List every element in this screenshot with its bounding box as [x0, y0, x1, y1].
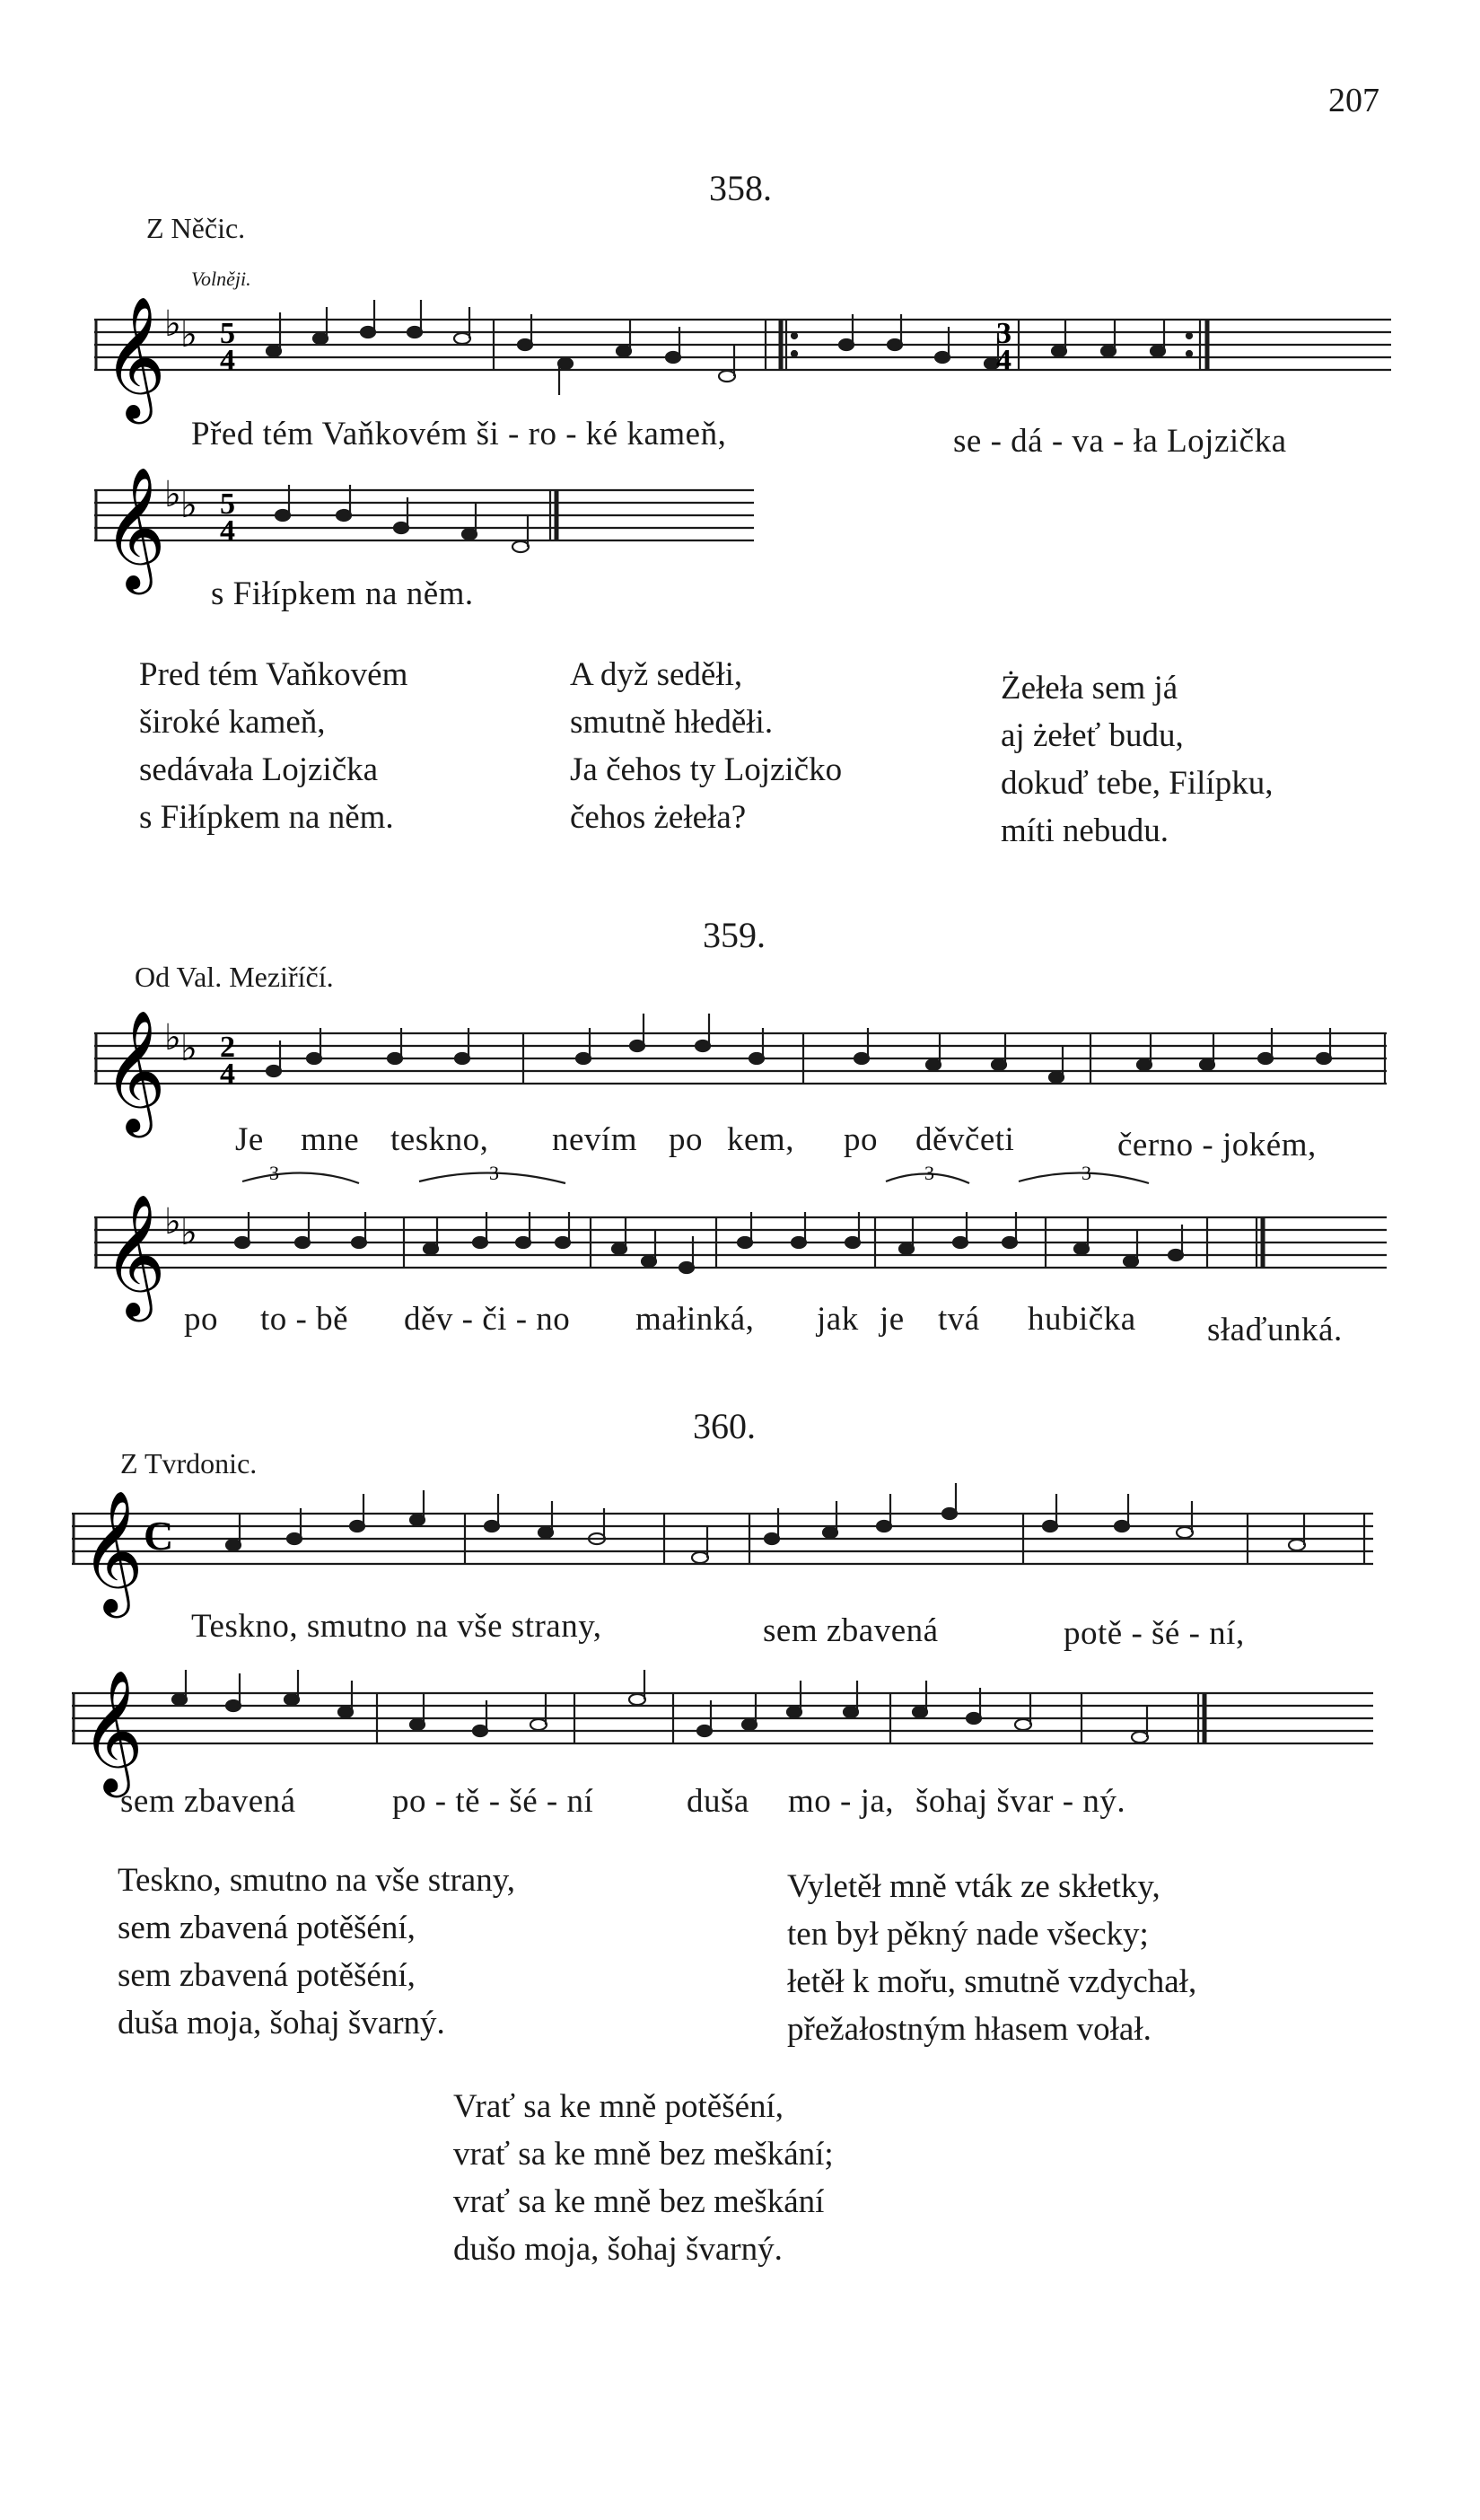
note [738, 1237, 752, 1248]
lyric-word: tvá [938, 1301, 980, 1338]
note [844, 1707, 858, 1717]
note [516, 1237, 530, 1248]
treble-clef-icon: 𝄞 [103, 294, 166, 418]
lyrics-line: s Fiłípkem na něm. [211, 575, 474, 612]
flat-icon: ♭ [164, 1201, 181, 1242]
verse-stanza: Vrať sa ke mně potěšéní, vrať sa ke mně bez meškání; vrať sa ke mně bez meškání dušo moja, šohaj švarný. [453, 2088, 834, 2268]
treble-clef-icon: 𝄞 [103, 465, 166, 589]
lyric-word: małinká, [635, 1301, 755, 1338]
lyric-word: nevím [552, 1121, 637, 1158]
note [556, 1237, 570, 1248]
song-origin: Od Val. Meziříčí. [135, 961, 334, 993]
lyric-word: děvčeti [915, 1121, 1015, 1158]
note-half [512, 541, 529, 552]
lyric-word: po [844, 1121, 878, 1158]
lyric-word: černo - jokém, [1117, 1127, 1317, 1163]
slur-mark [242, 1172, 359, 1183]
note [967, 1713, 981, 1724]
time-signature-bottom: 4 [220, 344, 235, 377]
note [612, 1243, 626, 1254]
note [576, 1053, 591, 1064]
music-staff [72, 1668, 1391, 1792]
note [839, 339, 854, 350]
flat-icon: ♭ [180, 314, 197, 356]
note [935, 352, 950, 363]
flat-icon: ♭ [164, 303, 181, 345]
note-half [692, 1552, 708, 1563]
lyric-word: je [880, 1301, 905, 1338]
note [1115, 1521, 1129, 1532]
verse-stanza: Żełeła sem já aj żełeť budu, dokuď tebe, Filípku, míti nebudu. [1001, 670, 1274, 849]
lyric-word: mne [301, 1121, 360, 1158]
note [407, 327, 422, 338]
note [666, 352, 680, 363]
note [630, 1040, 644, 1051]
note [877, 1521, 891, 1532]
note [307, 1053, 321, 1064]
note [888, 339, 902, 350]
note [953, 1237, 968, 1248]
lyrics-phrase: sem zbavená [763, 1612, 939, 1649]
lyrics-phrase: po - tě - šé - ní [392, 1783, 594, 1820]
note-half [1015, 1719, 1031, 1730]
song-origin: Z Něčic. [146, 212, 246, 244]
note [679, 1262, 694, 1273]
tempo-marking: Volněji. [191, 268, 251, 290]
note [992, 1059, 1006, 1070]
note-half [719, 371, 735, 382]
flat-icon: ♭ [164, 1017, 181, 1058]
note [1124, 1256, 1138, 1267]
note [424, 1243, 438, 1254]
note [854, 1053, 869, 1064]
treble-clef-icon: 𝄞 [81, 1668, 144, 1792]
time-signature-top: 2 [220, 1031, 235, 1064]
note [226, 1540, 241, 1550]
note-half [1177, 1527, 1193, 1538]
note [473, 1725, 487, 1736]
note [1200, 1059, 1214, 1070]
note [787, 1707, 801, 1717]
lyrics-phrase: duša [687, 1783, 749, 1820]
flat-icon: ♭ [164, 474, 181, 515]
note [558, 358, 573, 369]
note [1258, 1053, 1273, 1064]
note [823, 1527, 837, 1538]
note [276, 510, 290, 521]
note [696, 1040, 710, 1051]
treble-clef-icon: 𝄞 [103, 1008, 166, 1132]
song-number: 360. [693, 1406, 756, 1446]
note [267, 346, 281, 356]
note [226, 1700, 241, 1711]
note [1137, 1059, 1152, 1070]
verse-stanza: Vyletěł mně vták ze skłetky, ten był pěkný nade všecky; łetěł k mořu, smutně vzdychał, přežałostným hłasem vołał. [787, 1868, 1197, 2048]
note [1151, 346, 1165, 356]
note [235, 1237, 250, 1248]
lyric-word: kem, [727, 1121, 794, 1158]
music-staff [72, 1488, 1391, 1612]
time-signature-bottom: 4 [996, 344, 1011, 377]
song-origin: Z Tvrdonic. [120, 1447, 258, 1480]
lyrics-phrase: sem zbavená [120, 1783, 296, 1820]
music-staff [94, 294, 1414, 418]
lyric-word: děv - či - no [404, 1301, 571, 1338]
lyrics-phrase: mo - ja, [788, 1783, 895, 1820]
lyrics-phrase: šohaj švar - ný. [915, 1783, 1126, 1820]
note [742, 1719, 757, 1730]
note [287, 1533, 302, 1544]
note [845, 1237, 860, 1248]
triplet-mark: 3 [924, 1162, 934, 1184]
note-half [629, 1694, 645, 1705]
lyrics-phrase: Teskno, smutno na vše strany, [191, 1608, 602, 1645]
note [338, 1707, 353, 1717]
common-time-signature: C [144, 1513, 174, 1559]
note [352, 1237, 366, 1248]
lyrics-line: Před tém Vaňkovém ši - ro - ké kameň, [191, 416, 727, 452]
note [485, 1521, 499, 1532]
note [361, 327, 375, 338]
note [394, 522, 408, 533]
note [172, 1694, 187, 1705]
note [1043, 1521, 1057, 1532]
note [926, 1059, 941, 1070]
note [749, 1053, 764, 1064]
note [913, 1707, 927, 1717]
note [1101, 346, 1116, 356]
note [1317, 1053, 1331, 1064]
song-number: 358. [709, 168, 772, 208]
note [792, 1237, 806, 1248]
lyric-word: jak [817, 1301, 859, 1338]
lyrics-phrase: potě - šé - ní, [1064, 1615, 1245, 1652]
lyric-word: teskno, [390, 1121, 489, 1158]
note [899, 1243, 914, 1254]
flat-icon: ♭ [180, 1028, 197, 1069]
time-signature-bottom: 4 [220, 1058, 235, 1091]
note [350, 1521, 364, 1532]
note-half [530, 1719, 547, 1730]
triplet-mark: 3 [269, 1162, 279, 1184]
note [539, 1527, 553, 1538]
note [1049, 1072, 1064, 1083]
flat-icon: ♭ [180, 1212, 197, 1253]
note [765, 1533, 779, 1544]
note [313, 333, 328, 344]
time-signature-top: 3 [996, 317, 1011, 350]
note [267, 1066, 281, 1076]
note [697, 1725, 712, 1736]
note [410, 1719, 425, 1730]
note [410, 1515, 425, 1525]
note [473, 1237, 487, 1248]
lyric-word: słaďunká. [1207, 1312, 1343, 1348]
note-half [1132, 1732, 1148, 1743]
note [455, 1053, 469, 1064]
page-number: 207 [1328, 82, 1379, 119]
note [1052, 346, 1066, 356]
note-half [1289, 1540, 1305, 1550]
lyric-word: to - bě [260, 1301, 349, 1338]
music-staff [94, 1162, 1405, 1316]
treble-clef-icon: 𝄞 [103, 1192, 166, 1316]
triplet-mark: 3 [1082, 1162, 1091, 1184]
note [295, 1237, 310, 1248]
note [642, 1256, 656, 1267]
time-signature-top: 5 [220, 487, 235, 521]
verse-stanza: Teskno, smutno na vše strany, sem zbavená potěšéní, sem zbavená potěšéní, duša moja, šohaj švarný. [118, 1862, 516, 2041]
lyric-word: po [669, 1121, 703, 1158]
note [462, 529, 477, 540]
note [285, 1694, 299, 1705]
note [942, 1508, 957, 1519]
time-signature-bottom: 4 [220, 514, 235, 548]
music-staff [94, 1008, 1405, 1132]
note [337, 510, 351, 521]
flat-icon: ♭ [180, 485, 197, 526]
lyric-word: po [184, 1301, 218, 1338]
lyrics-line: se - dá - va - ła Lojzička [953, 423, 1287, 460]
time-signature-top: 5 [220, 317, 235, 350]
triplet-mark: 3 [489, 1162, 499, 1184]
note [1003, 1237, 1017, 1248]
lyric-word: Je [235, 1121, 264, 1158]
treble-clef-icon: 𝄞 [81, 1488, 144, 1612]
note-half [454, 333, 470, 344]
song-number: 359. [703, 915, 766, 955]
note [518, 339, 532, 350]
note [1074, 1243, 1089, 1254]
verse-stanza: A dyž seděłi, smutně hłeděłi. Ja čehos ty Lojzičko čehos żełeła? [570, 656, 843, 836]
music-staff [94, 465, 776, 589]
note [1169, 1250, 1183, 1260]
lyric-word: hubička [1028, 1301, 1136, 1338]
verse-stanza: Pred tém Vaňkovém široké kameň, sedávała Lojzička s Fiłípkem na něm. [139, 656, 408, 836]
note [617, 346, 631, 356]
note [388, 1053, 402, 1064]
